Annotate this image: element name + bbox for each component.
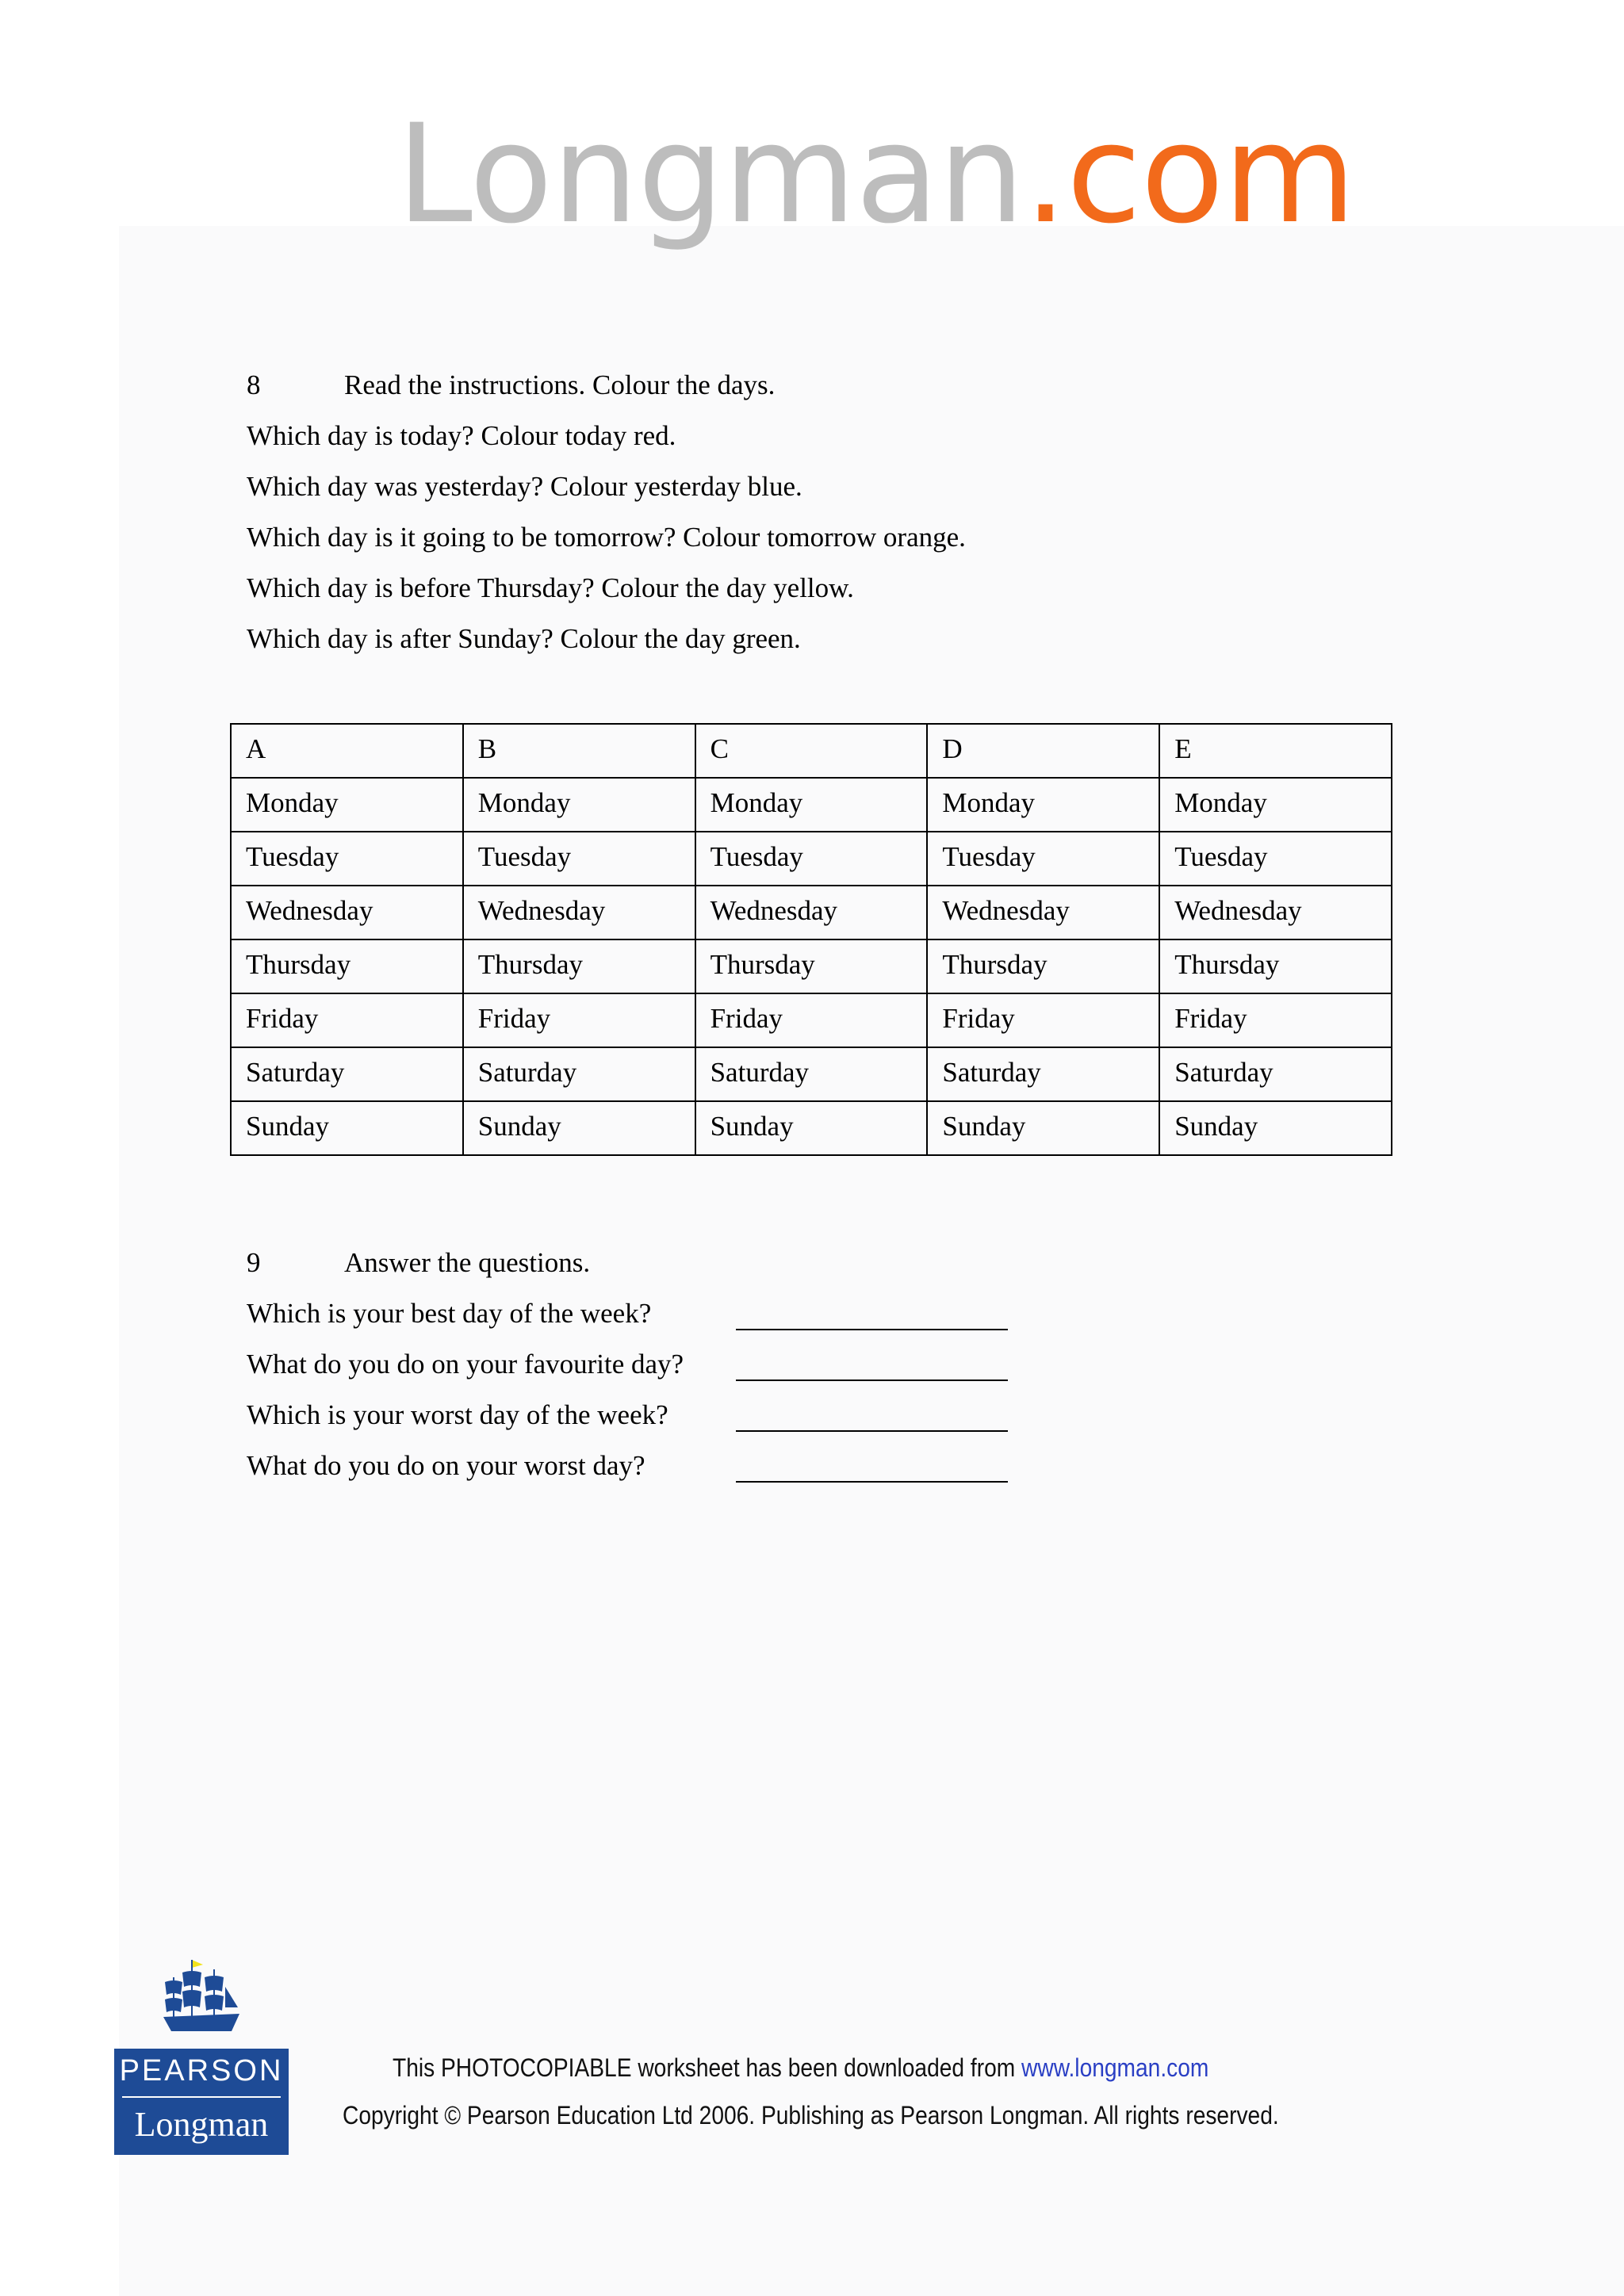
exercise-8-line: Which day was yesterday? Colour yesterday blue. — [247, 471, 802, 502]
footer-download-line — [393, 2053, 1208, 2083]
answer-blank[interactable] — [736, 1430, 1008, 1432]
answer-blank[interactable] — [736, 1481, 1008, 1483]
day-cell[interactable]: Thursday — [231, 939, 463, 993]
day-cell[interactable]: Tuesday — [927, 832, 1159, 886]
table-row — [231, 1101, 1392, 1155]
day-cell[interactable]: Saturday — [463, 1047, 695, 1101]
logo-box — [114, 2049, 289, 2155]
exercise-8-heading — [247, 369, 775, 401]
exercise-8-line: Which day is today? Colour today red. — [247, 420, 676, 451]
day-cell[interactable]: Friday — [1159, 993, 1392, 1047]
logo-divider — [122, 2096, 281, 2098]
column-header: D — [927, 724, 1159, 778]
question-label: Which is your best day of the week? — [247, 1298, 652, 1329]
pearson-longman-logo — [114, 1958, 289, 2155]
column-header: A — [231, 724, 463, 778]
exercise-8-instruction: Read the instructions. Colour the days. — [344, 369, 776, 400]
banner-tld: .com — [1024, 94, 1356, 254]
day-cell[interactable]: Wednesday — [231, 886, 463, 939]
day-cell[interactable]: Saturday — [231, 1047, 463, 1101]
table-row — [231, 886, 1392, 939]
day-cell[interactable]: Saturday — [1159, 1047, 1392, 1101]
day-cell[interactable]: Sunday — [231, 1101, 463, 1155]
exercise-9-instruction: Answer the questions. — [344, 1247, 591, 1278]
footer-download-text: This PHOTOCOPIABLE worksheet has been downloaded from — [393, 2053, 1022, 2082]
table-row — [231, 832, 1392, 886]
question-label: Which is your worst day of the week? — [247, 1399, 668, 1430]
day-cell[interactable]: Monday — [463, 778, 695, 832]
day-cell[interactable]: Saturday — [695, 1047, 928, 1101]
ship-icon — [162, 1958, 241, 2038]
table-row — [231, 1047, 1392, 1101]
table-header-row — [231, 724, 1392, 778]
day-cell[interactable]: Tuesday — [463, 832, 695, 886]
footer-link[interactable]: www.longman.com — [1021, 2053, 1209, 2082]
day-cell[interactable]: Wednesday — [463, 886, 695, 939]
column-header: B — [463, 724, 695, 778]
table-row — [231, 939, 1392, 993]
day-cell[interactable]: Saturday — [927, 1047, 1159, 1101]
day-cell[interactable]: Thursday — [927, 939, 1159, 993]
day-cell[interactable]: Friday — [231, 993, 463, 1047]
exercise-8-line: Which day is after Sunday? Colour the day green. — [247, 623, 801, 654]
banner-word: Longman — [396, 94, 1025, 254]
day-cell[interactable]: Monday — [231, 778, 463, 832]
answer-blank[interactable] — [736, 1380, 1008, 1381]
longman-banner — [396, 95, 1355, 254]
exercise-8-line: Which day is it going to be tomorrow? Colour tomorrow orange. — [247, 522, 966, 553]
question-label: What do you do on your worst day? — [247, 1450, 645, 1481]
days-table — [230, 723, 1392, 1156]
day-cell[interactable]: Tuesday — [231, 832, 463, 886]
day-cell[interactable]: Sunday — [1159, 1101, 1392, 1155]
day-cell[interactable]: Wednesday — [1159, 886, 1392, 939]
day-cell[interactable]: Sunday — [463, 1101, 695, 1155]
day-cell[interactable]: Thursday — [463, 939, 695, 993]
table-row — [231, 993, 1392, 1047]
day-cell[interactable]: Thursday — [1159, 939, 1392, 993]
exercise-8-line: Which day is before Thursday? Colour the day yellow. — [247, 572, 854, 603]
day-cell[interactable]: Sunday — [927, 1101, 1159, 1155]
day-cell[interactable]: Monday — [1159, 778, 1392, 832]
exercise-9-number: 9 — [247, 1247, 261, 1278]
day-cell[interactable]: Thursday — [695, 939, 928, 993]
day-cell[interactable]: Monday — [695, 778, 928, 832]
column-header: E — [1159, 724, 1392, 778]
column-header: C — [695, 724, 928, 778]
day-cell[interactable]: Friday — [695, 993, 928, 1047]
day-cell[interactable]: Tuesday — [1159, 832, 1392, 886]
day-cell[interactable]: Sunday — [695, 1101, 928, 1155]
logo-pearson-text: PEARSON — [119, 2054, 284, 2087]
logo-longman-text: Longman — [134, 2105, 269, 2144]
day-cell[interactable]: Wednesday — [695, 886, 928, 939]
table-row — [231, 778, 1392, 832]
answer-blank[interactable] — [736, 1329, 1008, 1330]
exercise-9-heading — [247, 1247, 590, 1279]
day-cell[interactable]: Wednesday — [927, 886, 1159, 939]
day-cell[interactable]: Tuesday — [695, 832, 928, 886]
exercise-8-number: 8 — [247, 369, 261, 400]
question-label: What do you do on your favourite day? — [247, 1349, 684, 1380]
day-cell[interactable]: Friday — [463, 993, 695, 1047]
day-cell[interactable]: Monday — [927, 778, 1159, 832]
footer-copyright: Copyright © Pearson Education Ltd 2006. Publishing as Pearson Longman. All rights reserved. — [343, 2101, 1279, 2130]
day-cell[interactable]: Friday — [927, 993, 1159, 1047]
